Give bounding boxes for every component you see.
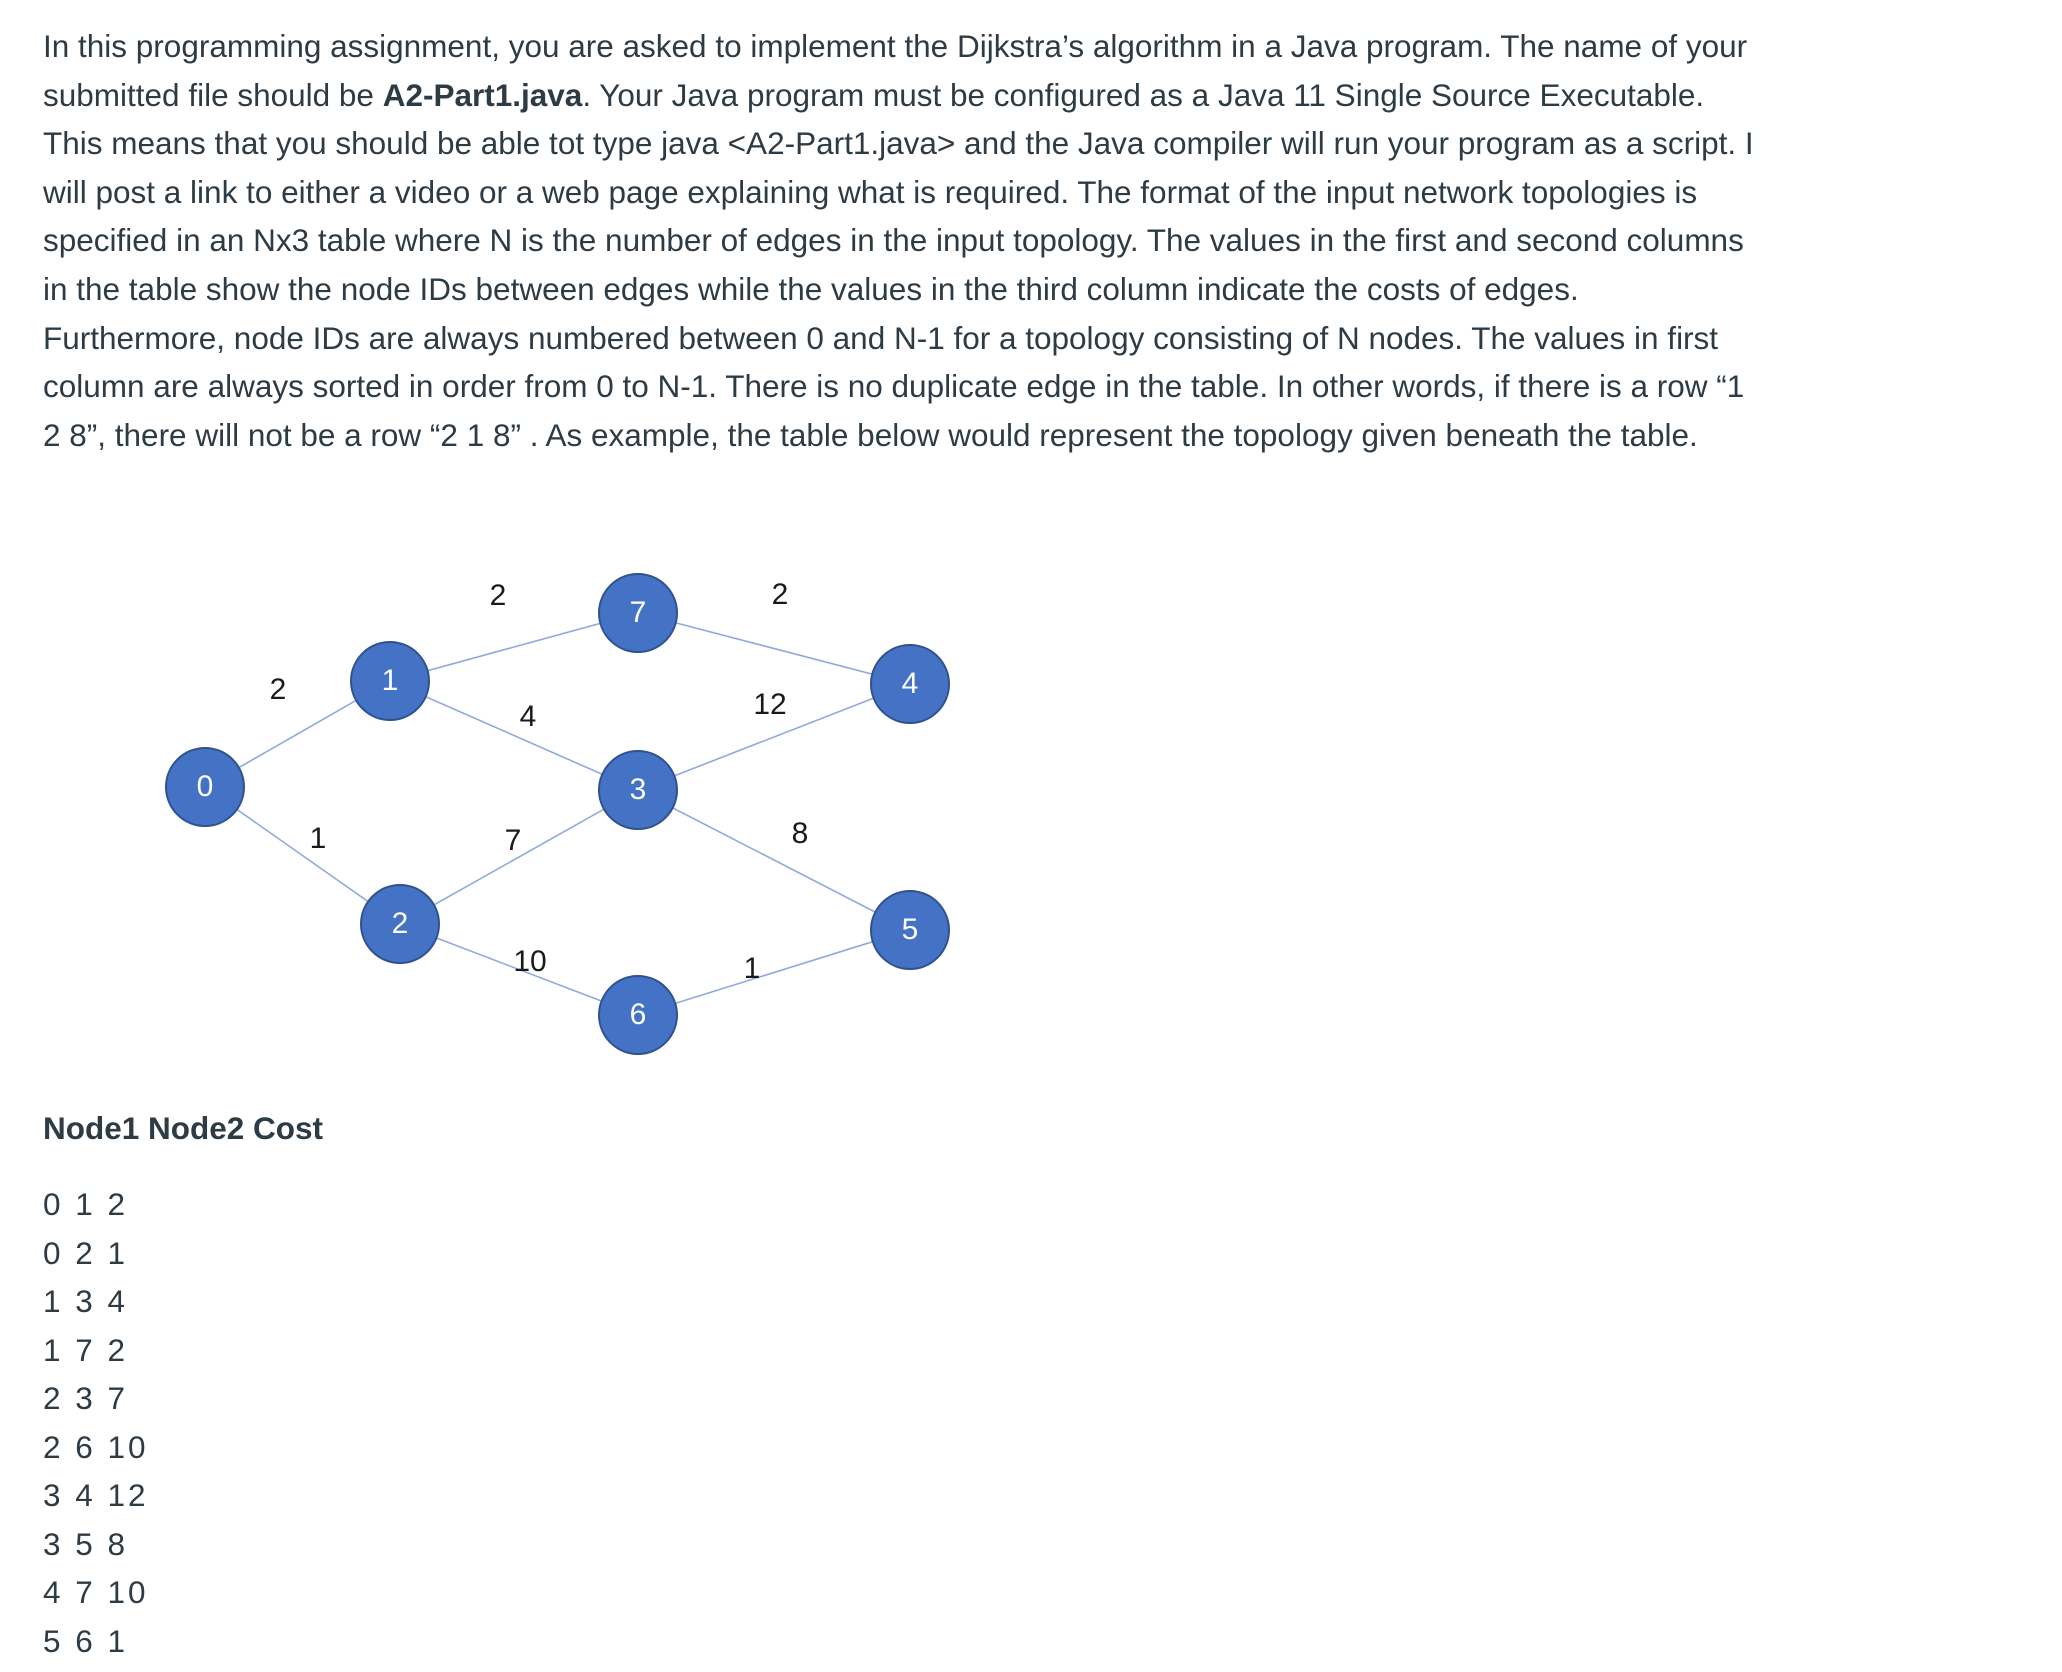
table-row: 2 6 10 (43, 1428, 149, 1465)
table-row: 5 6 1 (43, 1622, 129, 1659)
node-label: 3 (629, 772, 647, 806)
edge-cost-label: 7 (504, 823, 522, 857)
description-text-part1: In this programming assignment, you are asked to implement the Dijkstra’s algorithm in a Java program. The name of your submitted file should be (43, 28, 1748, 113)
graph-node-0 (166, 748, 244, 826)
edge-cost-label: 1 (309, 821, 327, 855)
edge-cost-label: 12 (753, 687, 787, 721)
edge-cost-label: 2 (489, 578, 507, 612)
table-row: 4 7 10 (43, 1574, 149, 1610)
edge-cost-label: 8 (791, 816, 809, 850)
edge-cost-label: 1 (743, 951, 761, 985)
topology-graph (0, 540, 1000, 1070)
node-label: 5 (901, 912, 919, 946)
graph-node-3 (599, 751, 677, 829)
node-label: 1 (381, 663, 399, 697)
edge-cost-label: 2 (771, 577, 789, 611)
edge-4-7 (638, 613, 910, 684)
graph-node-1 (351, 642, 429, 720)
node-label: 0 (196, 769, 214, 803)
topology-diagram (0, 540, 1000, 1070)
edge-3-5 (638, 790, 910, 930)
filename-bold: A2-Part1.java (382, 76, 583, 113)
edge-cost-label: 4 (519, 699, 537, 733)
edge-1-3 (390, 681, 638, 790)
table-row: 3 5 8 (43, 1525, 129, 1562)
table-row: 0 1 2 (43, 1186, 129, 1222)
table-row: 1 3 4 (43, 1283, 129, 1319)
graph-node-6 (599, 976, 677, 1054)
node-label: 2 (391, 906, 409, 940)
edge-table (43, 1180, 149, 1665)
node-label: 7 (629, 595, 647, 629)
edge-2-3 (400, 790, 638, 924)
node-label: 6 (629, 997, 647, 1031)
edge-cost-label: 2 (269, 672, 287, 706)
table-row: 3 4 12 (43, 1477, 149, 1513)
table-header: Node1 Node2 Cost (43, 1110, 324, 1146)
table-row: 2 3 7 (43, 1380, 129, 1416)
graph-node-7 (599, 574, 677, 652)
edge-5-6 (638, 930, 910, 1015)
edge-cost-label: 10 (513, 944, 547, 978)
assignment-description (43, 22, 1763, 459)
graph-node-2 (361, 885, 439, 963)
graph-node-4 (871, 645, 949, 723)
node-label: 4 (901, 666, 919, 700)
description-text-part2: . Your Java program must be configured as a Java 11 Single Source Executable. This means that you should be able tot type java <A2-Part1.java> and the Java compiler will run your program as a script. I will post a link to either a video or a web page explaining what is required. The format of the input network topologies is specified in an Nx3 table where N is the number of edges in the input topology. The values in the first and second columns in the table show the node IDs between edges while the values in the third column indicate the costs of edges. Furthermore, node IDs are always numbered between 0 and N-1 for a topology consisting of N nodes. The values in first column are always sorted in order from 0 to N-1. There is no duplicate edge in the table. In other words, if there is a row “1 2 8”, there will not be a row “2 1 8” . As example, the table below would represent the topology given beneath the table. (43, 76, 1754, 453)
graph-node-5 (871, 891, 949, 969)
table-row: 0 2 1 (43, 1234, 129, 1271)
table-row: 1 7 2 (43, 1331, 129, 1368)
